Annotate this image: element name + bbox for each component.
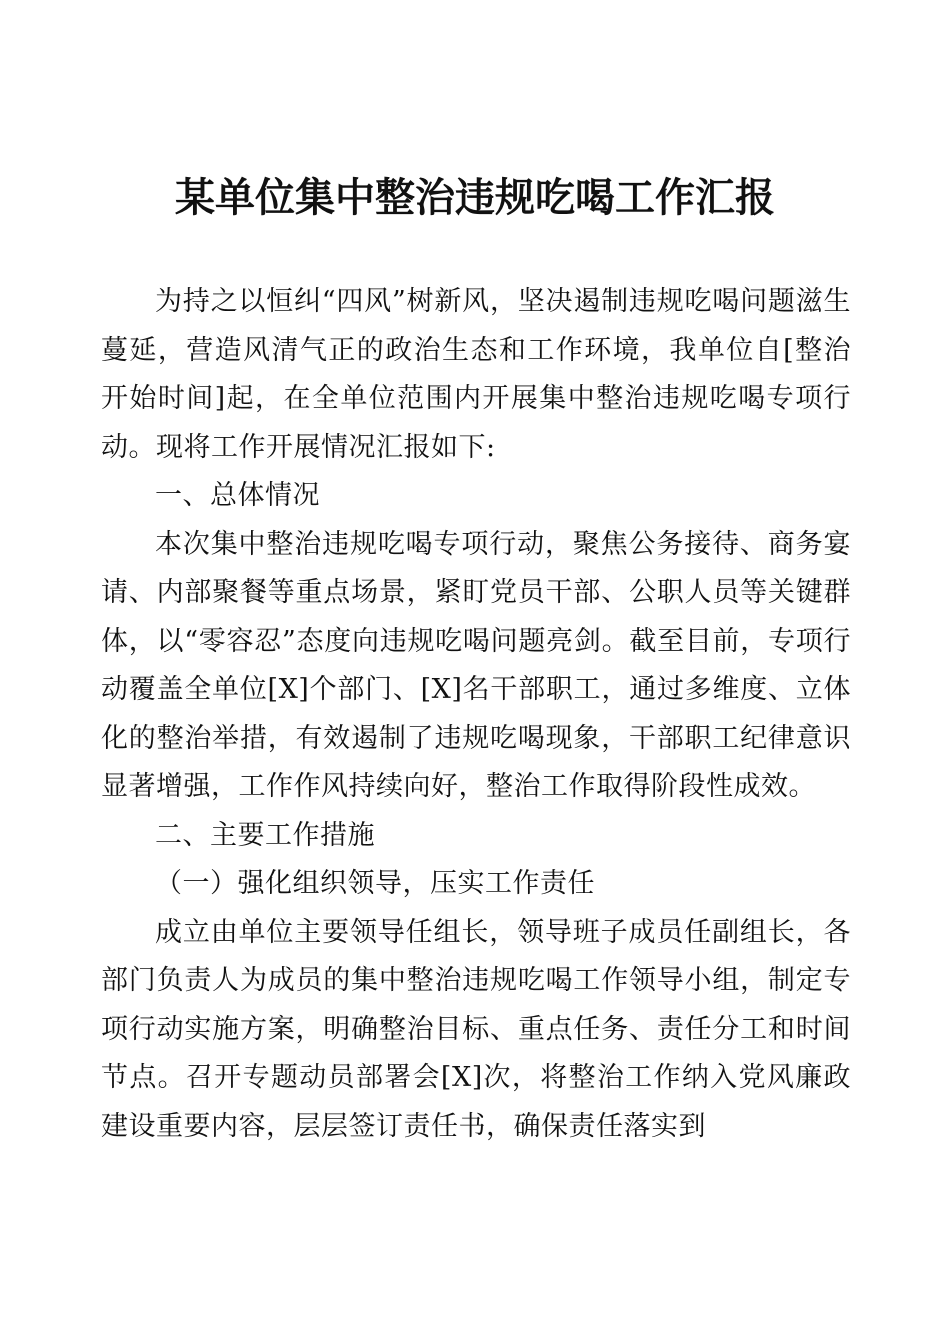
document-title: 某单位集中整治违规吃喝工作汇报 — [175, 175, 775, 221]
intro-paragraph: 为持之以恒纠“四风”树新风，坚决遏制违规吃喝问题滋生蔓延，营造风清气正的政治生态和工作环境，我单位自[整治开始时间]起，在全单位范围内开展集中整治违规吃喝专项行动。现将工作开展情况汇报如下: — [101, 286, 851, 463]
subsection-1-heading: （一）强化组织领导，压实工作责任 — [155, 868, 595, 899]
section-2-heading: 二、主要工作措施 — [155, 819, 375, 851]
section-1-heading: 一、总体情况 — [155, 480, 320, 511]
section-1-paragraph: 本次集中整治违规吃喝专项行动，聚焦公务接待、商务宴请、内部聚餐等重点场景，紧盯党员干部、公职人员等关键群体，以“零容忍”态度向违规吃喝问题亮剑。截至目前，专项行动覆盖全单位[X]个部门、[X]名干部职工，通过多维度、立体化的整治举措，有效遏制了违规吃喝现象，干部职工纪律意识显著增强，工作作风持续向好，整治工作取得阶段性成效。 — [101, 528, 851, 802]
subsection-1-paragraph: 成立由单位主要领导任组长，领导班子成员任副组长，各部门负责人为成员的集中整治违规吃喝工作领导小组，制定专项行动实施方案，明确整治目标、重点任务、责任分工和时间节点。召开专题动员部署会[X]次，将整治工作纳入党风廉政建设重要内容，层层签订责任书，确保责任落实到 — [101, 916, 851, 1142]
document-body — [101, 278, 851, 1151]
